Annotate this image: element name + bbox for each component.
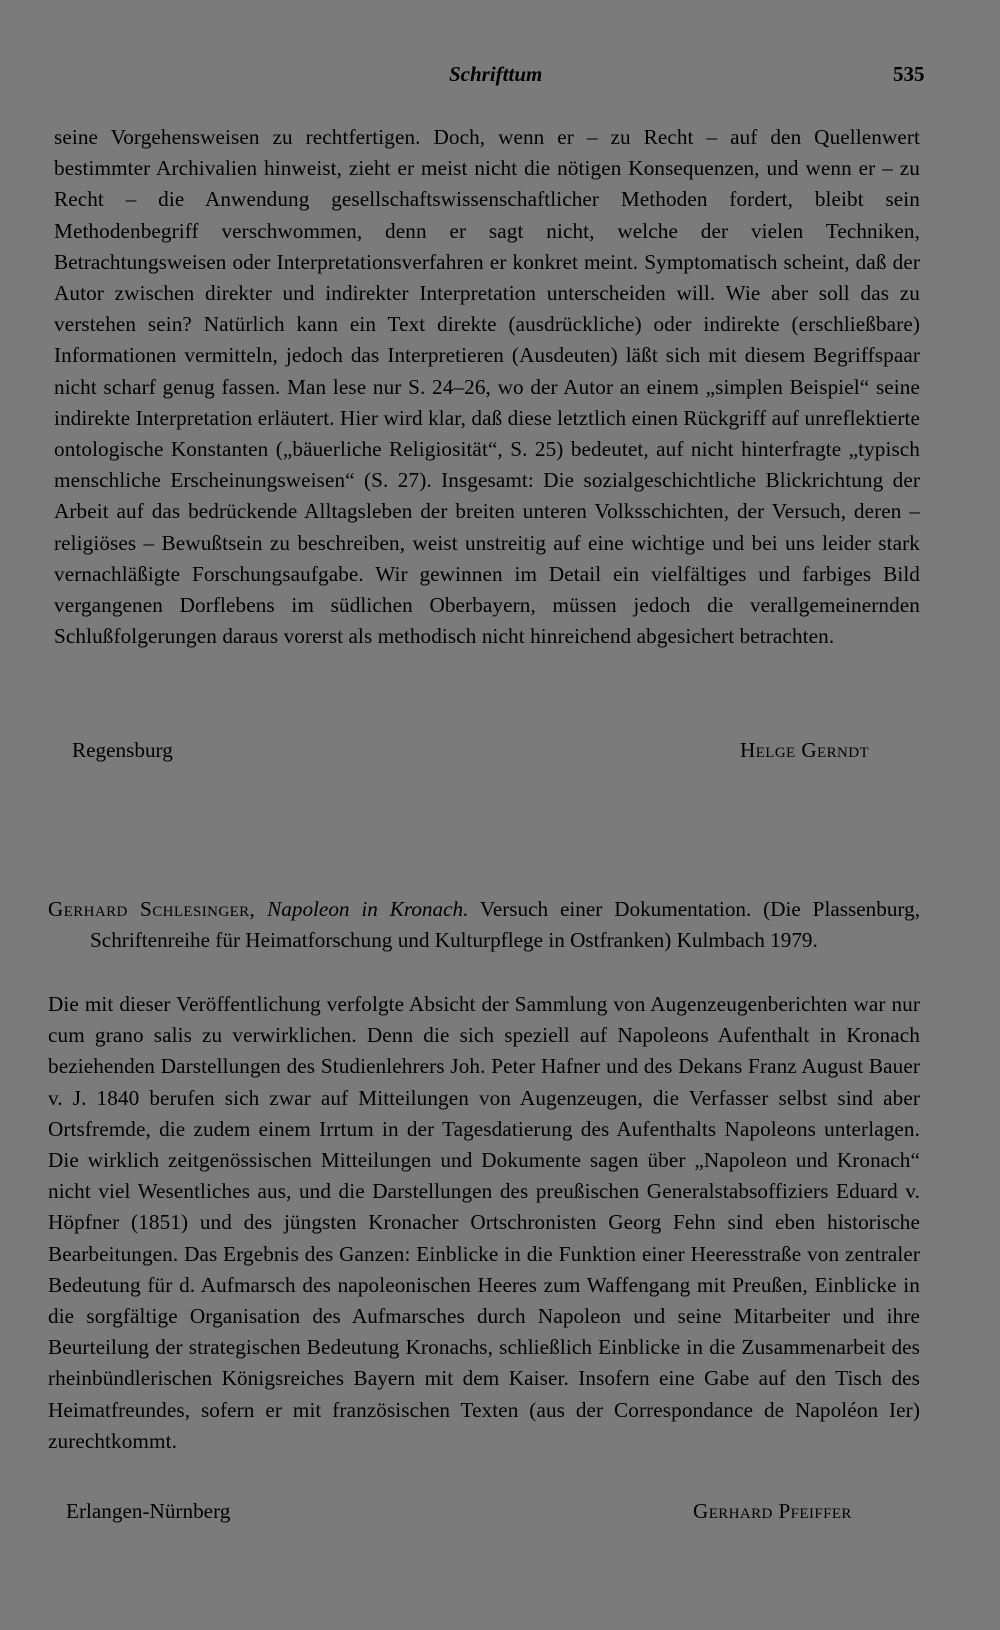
section-title: Schrifttum xyxy=(449,62,543,86)
reviewer-location: Erlangen-Nürnberg xyxy=(66,1499,231,1523)
review-body-continued: seine Vorgehensweisen zu rechtfertigen. Doch, wenn er – zu Recht – auf den Quellenwert bestimmter Archivalien hinweist, zieht er meist nicht die nötigen Konsequenzen, und wenn er – zu Recht – die Anwendung gesellschaftswissenschaftlicher Methoden fordert, bleibt sein Methodenbegriff verschwommen, denn er sagt nicht, welche der vielen Techniken, Betrachtungsweisen oder Interpretationsverfahren er konkret meint. Symptomatisch scheint, daß der Autor zwischen direkter und indirekter Interpretation unterscheiden will. Wie aber soll das zu verstehen sein? Natürlich kann ein Text direkte (ausdrückliche) oder indirekte (erschließbare) Informationen vermitteln, jedoch das Interpretieren (Ausdeuten) läßt sich mit diesem Begriffspaar nicht scharf genug fassen. Man lese nur S. 24–26, wo der Autor an einem „simplen Beispiel“ seine indirekte Interpretation erläutert. Hier wird klar, daß diese letztlich einen Rückgriff auf unreflektierte ontologische Konstanten („bäuerliche Religiosität“, S. 25) bedeutet, auf nicht hinterfragte „typisch menschliche Erscheinungsweisen“ (S. 27). Insgesamt: Die sozialgeschichtliche Blickrichtung der Arbeit auf das bedrückende Alltagsleben der breiten unteren Volksschichten, der Versuch, deren – religiöses – Bewußtsein zu beschreiben, weist unstreitig auf eine wichtige und bei uns leider stark vernachläßigte Forschungsaufgabe. Wir gewinnen im Detail ein vielfältiges und farbiges Bild vergangenen Dorflebens im südlichen Oberbayern, müssen jedoch die verallgemeinernden Schlußfolgerungen daraus vorerst als methodisch nicht hinreichend abgesichert betrachten. xyxy=(54,125,920,649)
review-body: Die mit dieser Veröffentlichung verfolgte Absicht der Sammlung von Augenzeugenberichten war nur cum grano salis zu verwirklichen. Denn die sich speziell auf Napoleons Aufenthalt in Kronach beziehenden Darstellungen des Studienlehrers Joh. Peter Hafner und des Dekans Franz August Bauer v. J. 1840 berufen sich zwar auf Mitteilungen von Augenzeugen, die Verfasser selbst sind aber Ortsfremde, die zudem einem Irrtum in der Tagesdatierung des Aufenthalts Napoleons unterlagen. Die wirklich zeitgenössischen Mitteilungen und Dokumente sagen über „Napoleon und Kronach“ nicht viel Wesentliches aus, und die Darstellungen des preußischen Generalstabsoffiziers Eduard v. Höpfner (1851) und des jüngsten Kronacher Ortschronisten Georg Fehn sind eben historische Bearbeitungen. Das Ergebnis des Ganzen: Einblicke in die Funktion einer Heeresstraße von zentraler Bedeutung für d. Aufmarsch des napoleonischen Heeres zum Waffengang mit Preußen, Einblicke in die sorgfältige Organisation des Aufmarsches durch Napoleon und seine Mitarbeiter und ihre Beurteilung der strategischen Bedeutung Kronachs, schließlich Einblicke in die Zusammenarbeit des rheinbündlerischen Königsreiches Bayern mit dem Kaiser. Insofern eine Gabe auf den Tisch des Heimatfreundes, sofern er mit französischen Texten (aus der Correspondance de Napoléon Ier) zurechtkommt. xyxy=(48,992,920,1453)
reviewer-name: Helge Gerndt xyxy=(740,738,870,762)
bibliographic-entry xyxy=(48,894,920,956)
reviewer-location: Regensburg xyxy=(72,738,173,762)
book-details: Versuch einer Dokumentation. (Die Plassenburg, Schriftenreihe für Heimatforschung und Kulturpflege in Ostfranken) Kulmbach 1979. xyxy=(90,897,920,953)
reviewer-name: Gerhard Pfeiffer xyxy=(693,1499,852,1523)
book-title: Napoleon in Kronach. xyxy=(267,897,469,921)
book-author: Gerhard Schlesinger, xyxy=(48,897,256,921)
page-number: 535 xyxy=(893,62,925,86)
running-head xyxy=(0,62,1000,92)
